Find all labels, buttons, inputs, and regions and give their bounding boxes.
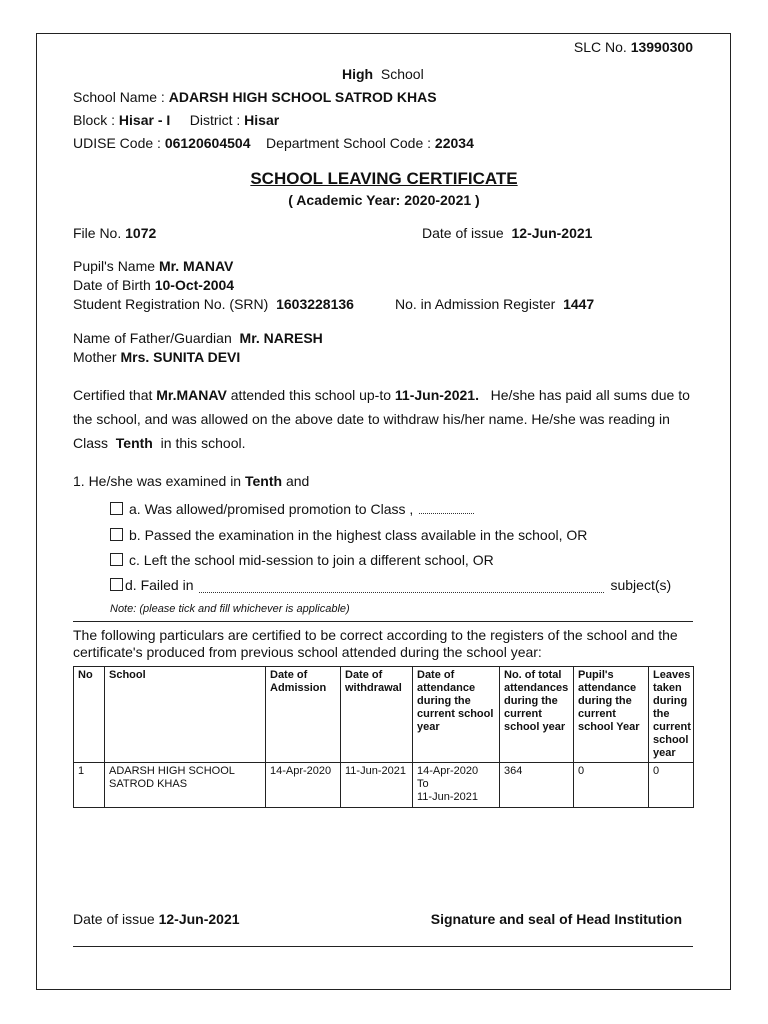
subjects-blank[interactable]: [199, 592, 604, 593]
date-of-birth: Date of Birth 10-Oct-2004: [73, 277, 235, 293]
row-no: 1: [74, 763, 105, 808]
srn: Student Registration No. (SRN) 1603228136: [73, 296, 354, 312]
note: Note: (please tick and fill whichever is applicable): [110, 603, 350, 615]
class-blank[interactable]: [419, 513, 474, 514]
header-cell: No. of total attendances during the current school year: [500, 667, 574, 763]
header-cell: Date of Admission: [266, 667, 341, 763]
checkbox-icon[interactable]: [110, 553, 123, 566]
slc-number: SLC No. 13990300: [573, 39, 693, 55]
row-school: ADARSH HIGH SCHOOL SATROD KHAS: [105, 763, 266, 808]
option-c[interactable]: c. Left the school mid-session to join a different school, OR: [110, 552, 494, 568]
footer-divider: [73, 946, 693, 947]
checkbox-icon[interactable]: [110, 502, 123, 515]
table-header-row: [74, 667, 694, 763]
particulars-intro: The following particulars are certified to be correct according to the registers of the school and the certificate's produced from previous school attended during the school year:: [73, 627, 678, 660]
row-pupil-attendance: 0: [574, 763, 649, 808]
divider: [73, 621, 693, 622]
header-cell: Date of withdrawal: [341, 667, 413, 763]
row-total: 364: [500, 763, 574, 808]
checkbox-icon[interactable]: [110, 528, 123, 541]
mother-name: Mother Mrs. SUNITA DEVI: [73, 349, 241, 365]
header-cell: No: [74, 667, 105, 763]
father-name: Name of Father/Guardian Mr. NARESH: [73, 330, 323, 346]
row-withdrawal: 11-Jun-2021: [341, 763, 413, 808]
exam-intro: 1. He/she was examined in Tenth and: [73, 473, 310, 489]
admission-register: No. in Admission Register 1447: [395, 296, 595, 312]
header-cell: Pupil's attendance during the current school Year: [574, 667, 649, 763]
academic-year: ( Academic Year: 2020-2021 ): [288, 192, 480, 208]
option-a[interactable]: a. Was allowed/promised promotion to Class ,: [110, 501, 474, 517]
option-d[interactable]: d. Failed in subject(s): [110, 577, 671, 593]
header-cell: Leaves taken during the current school year: [649, 667, 694, 763]
school-name: School Name : ADARSH HIGH SCHOOL SATROD KHAS: [73, 89, 437, 105]
pupil-name: Pupil's Name Mr. MANAV: [73, 258, 234, 274]
checkbox-icon[interactable]: [110, 578, 123, 591]
footer-issue-date: Date of issue 12-Jun-2021: [73, 911, 240, 927]
school-type: High School: [342, 66, 424, 82]
header-cell: School: [105, 667, 266, 763]
header-cell: Date of attendance during the current school year: [413, 667, 500, 763]
row-attendance-dates: 14-Apr-2020 To 11-Jun-2021: [413, 763, 500, 808]
udise-code: UDISE Code : 06120604504 Department School Code : 22034: [73, 135, 474, 151]
row-admission: 14-Apr-2020: [266, 763, 341, 808]
particulars-table: [73, 666, 694, 808]
signature-label: Signature and seal of Head Institution: [430, 911, 682, 927]
row-leaves: 0: [649, 763, 694, 808]
certificate-title: SCHOOL LEAVING CERTIFICATE: [250, 169, 518, 188]
issue-date: Date of issue 12-Jun-2021: [422, 225, 593, 241]
option-b[interactable]: b. Passed the examination in the highest class available in the school, OR: [110, 527, 587, 543]
certified-paragraph: Certified that Mr.MANAV attended this school up-to 11-Jun-2021. He/she has paid all sums due to the school, and was allowed on the above date to withdraw his/her name. He/she was reading in Class Tenth in this school.: [73, 387, 690, 451]
table-row: [74, 763, 694, 808]
file-number: File No. 1072: [73, 225, 157, 241]
block-district: Block : Hisar - I District : Hisar: [73, 112, 280, 128]
